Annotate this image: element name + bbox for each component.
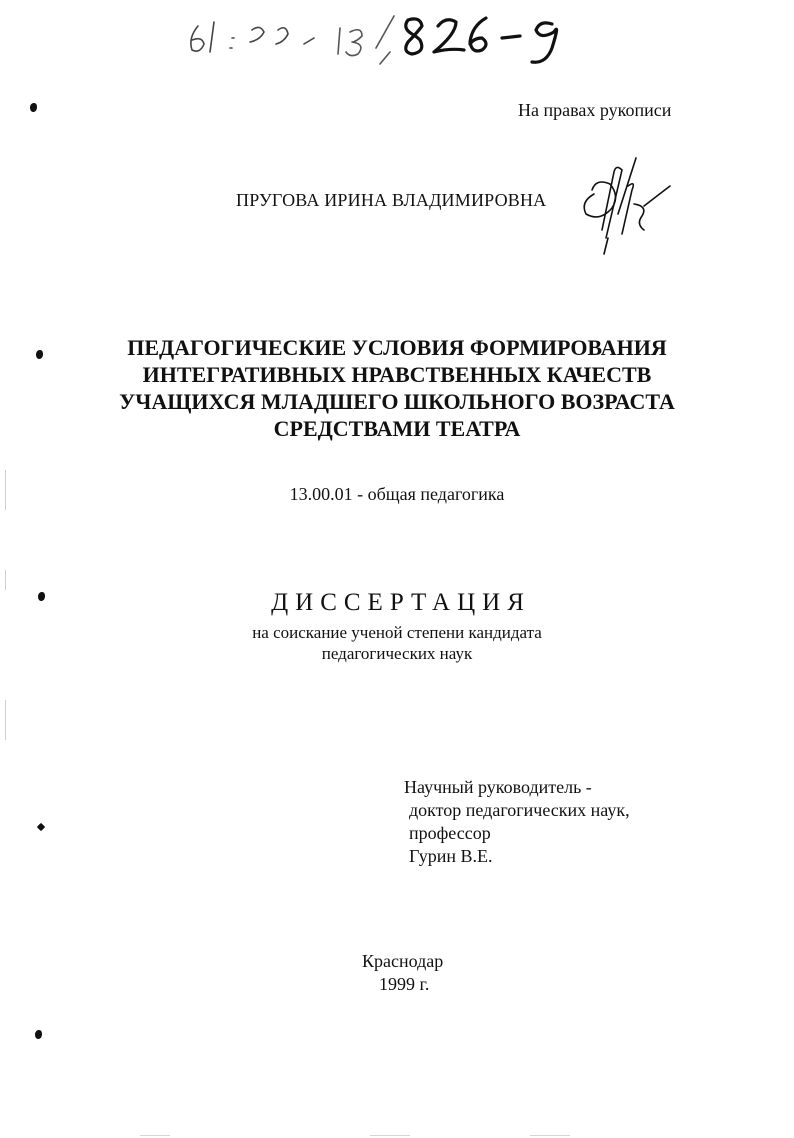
specialty-code: 13.00.01 - общая педагогика: [289, 484, 505, 504]
title-line: ПЕДАГОГИЧЕСКИЕ УСЛОВИЯ ФОРМИРОВАНИЯ: [127, 335, 667, 360]
scan-edge-line: [530, 1135, 570, 1136]
scan-edge-line: [5, 700, 6, 740]
scan-dot-artifact: [30, 103, 37, 112]
scan-edge-line: [140, 1135, 170, 1136]
document-type: ДИССЕРТАЦИЯ: [271, 589, 531, 616]
supervisor-line: доктор педагогических наук,: [409, 800, 630, 820]
author-signature: [566, 150, 676, 260]
handwritten-catalog-number: [180, 8, 580, 78]
author-name: ПРУГОВА ИРИНА ВЛАДИМИРОВНА: [236, 190, 547, 210]
scan-edge-line: [370, 1135, 410, 1136]
scan-dot-artifact: [35, 1030, 42, 1039]
degree-description: [0, 622, 794, 664]
supervisor-line: Гурин В.Е.: [409, 846, 493, 866]
supervisor-block: [404, 776, 630, 868]
rights-note: На правах рукописи: [518, 100, 672, 120]
title-line: УЧАЩИХСЯ МЛАДШЕГО ШКОЛЬНОГО ВОЗРАСТА: [119, 389, 675, 414]
scan-dot-artifact: [37, 823, 45, 831]
dissertation-title: [0, 334, 794, 442]
scan-edge-line: [5, 570, 6, 590]
city-year-block: [362, 950, 443, 996]
city: Краснодар: [362, 951, 444, 971]
degree-line: педагогических наук: [321, 644, 473, 663]
title-line: СРЕДСТВАМИ ТЕАТРА: [273, 416, 521, 441]
supervisor-line: профессор: [409, 823, 491, 843]
degree-line: на соискание ученой степени кандидата: [252, 623, 542, 642]
title-line: ИНТЕГРАТИВНЫХ НРАВСТВЕННЫХ КАЧЕСТВ: [142, 362, 652, 387]
supervisor-line: Научный руководитель -: [404, 777, 592, 797]
year: 1999 г.: [379, 974, 430, 994]
